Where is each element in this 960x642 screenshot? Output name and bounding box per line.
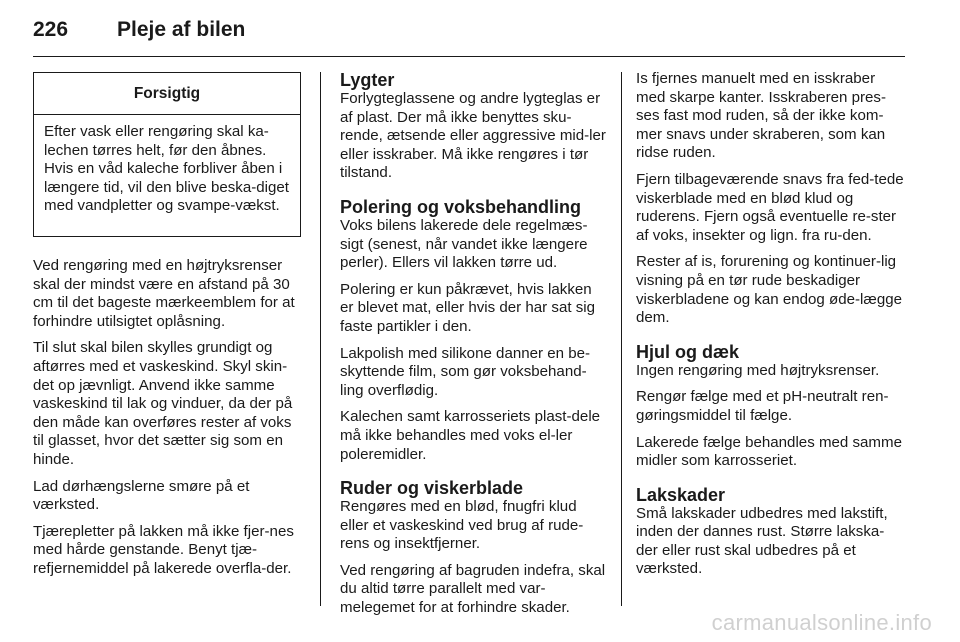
paragraph: Fjern tilbageværende snavs fra fed-tede viskerblade med en blød klud og ruderens. Fjern også eventuelle re-ster af voks, insekter og lign. fra ru-den. [636, 170, 904, 244]
paragraph: Ved rengøring af bagruden indefra, skal du altid tørre parallelt med var-melegemet for at forhindre skader. [340, 561, 606, 617]
section-heading-lakskader: Lakskader [636, 484, 726, 505]
right-column [636, 70, 906, 587]
section-heading-polering: Polering og voksbehandling [340, 196, 582, 217]
paragraph: Polering er kun påkrævet, hvis lakken er blevet mat, eller hvis der har sat sig faste partikler i den. [340, 280, 596, 335]
page-header [33, 12, 905, 56]
paragraph: Is fjernes manuelt med en isskraber med skarpe kanter. Isskraberen pres-ses fast mod ruden, så der ikke kom-mer snavs under skraberen, som kan ridse ruden. [636, 70, 886, 162]
section-heading-lygter: Lygter [340, 70, 395, 90]
paragraph: Lakpolish med silikone danner en be-skyttende film, som gør voksbehand-ling overflødig. [340, 344, 591, 399]
paragraph: Rengøres med en blød, fnugfri klud eller et vaskeskind ved brug af rude-rens og insektfjerner. [340, 498, 584, 553]
section-heading-ruder: Ruder og viskerblade [340, 478, 524, 499]
paragraph: Rengør fælge med et pH-neutralt ren-gøringsmiddel til fælge. [636, 388, 889, 424]
header-rule [33, 56, 905, 57]
paragraph: Til slut skal bilen skylles grundigt og aftørres med et vaskeskind. Skyl skin-det op jævnligt. Anvend ikke samme vaskeskind til lak og vinduer, da der på den måde kan overføres rester af voks til glasset, hvor det sætter sig som en hinde. [33, 339, 293, 468]
paragraph: Små lakskader udbedres med lakstift, inden der dannes rust. Større lakska-der eller rust skal udbedres på et værksted. [636, 504, 888, 578]
paragraph: Tjærepletter på lakken må ikke fjer-nes med hårde genstande. Benyt tjæ-refjernemiddel på lakerede overfla-der. [33, 522, 294, 577]
page-number: 226 [33, 18, 69, 41]
caution-title: Forsigtig [34, 73, 300, 115]
paragraph: Ingen rengøring med højtryksrenser. [636, 361, 880, 379]
watermark: carmanualsonline.info [711, 610, 932, 635]
paragraph: Voks bilens lakerede dele regelmæs-sigt (senest, når vandet ikke længere perler). Ellers vil lakken tørre ud. [340, 216, 588, 272]
paragraph: Forlygteglassene og andre lygteglas er af plast. Der må ikke benyttes sku-rende, ætsende eller aggressive mid-ler eller isskraber. Må ikke rengøres i tør tilstand. [340, 90, 606, 182]
left-column [33, 70, 305, 587]
column-divider [320, 72, 321, 606]
caution-box [33, 72, 301, 237]
paragraph: Rester af is, forurening og kontinuer-lig visning på en tør rude beskadiger viskerbladene og kan endog øde-lægge dem. [636, 253, 902, 327]
paragraph: Lakerede fælge behandles med samme midler som karrosseriet. [636, 433, 902, 470]
caution-text: Efter vask eller rengøring skal ka-lechen tørres helt, før den åbnes. Hvis en våd kaleche forbliver åben i længere tid, vil den blive beska-diget med vandpletter og svampe-vækst. [44, 123, 289, 215]
paragraph: Lad dørhængslerne smøre på et værksted. [33, 477, 250, 514]
chapter-title: Pleje af bilen [117, 18, 246, 41]
section-heading-hjul: Hjul og dæk [636, 341, 739, 362]
middle-column [340, 70, 608, 626]
paragraph: Ved rengøring med en højtryksrenser skal der mindst være en afstand på 30 cm til det bageste mærkeemblem for at forhindre utilsigtet oplåsning. [33, 257, 295, 330]
paragraph: Kalechen samt karrosseriets plast-dele må ikke behandles med voks el-ler poleremidler. [340, 408, 601, 463]
column-divider [621, 72, 622, 606]
